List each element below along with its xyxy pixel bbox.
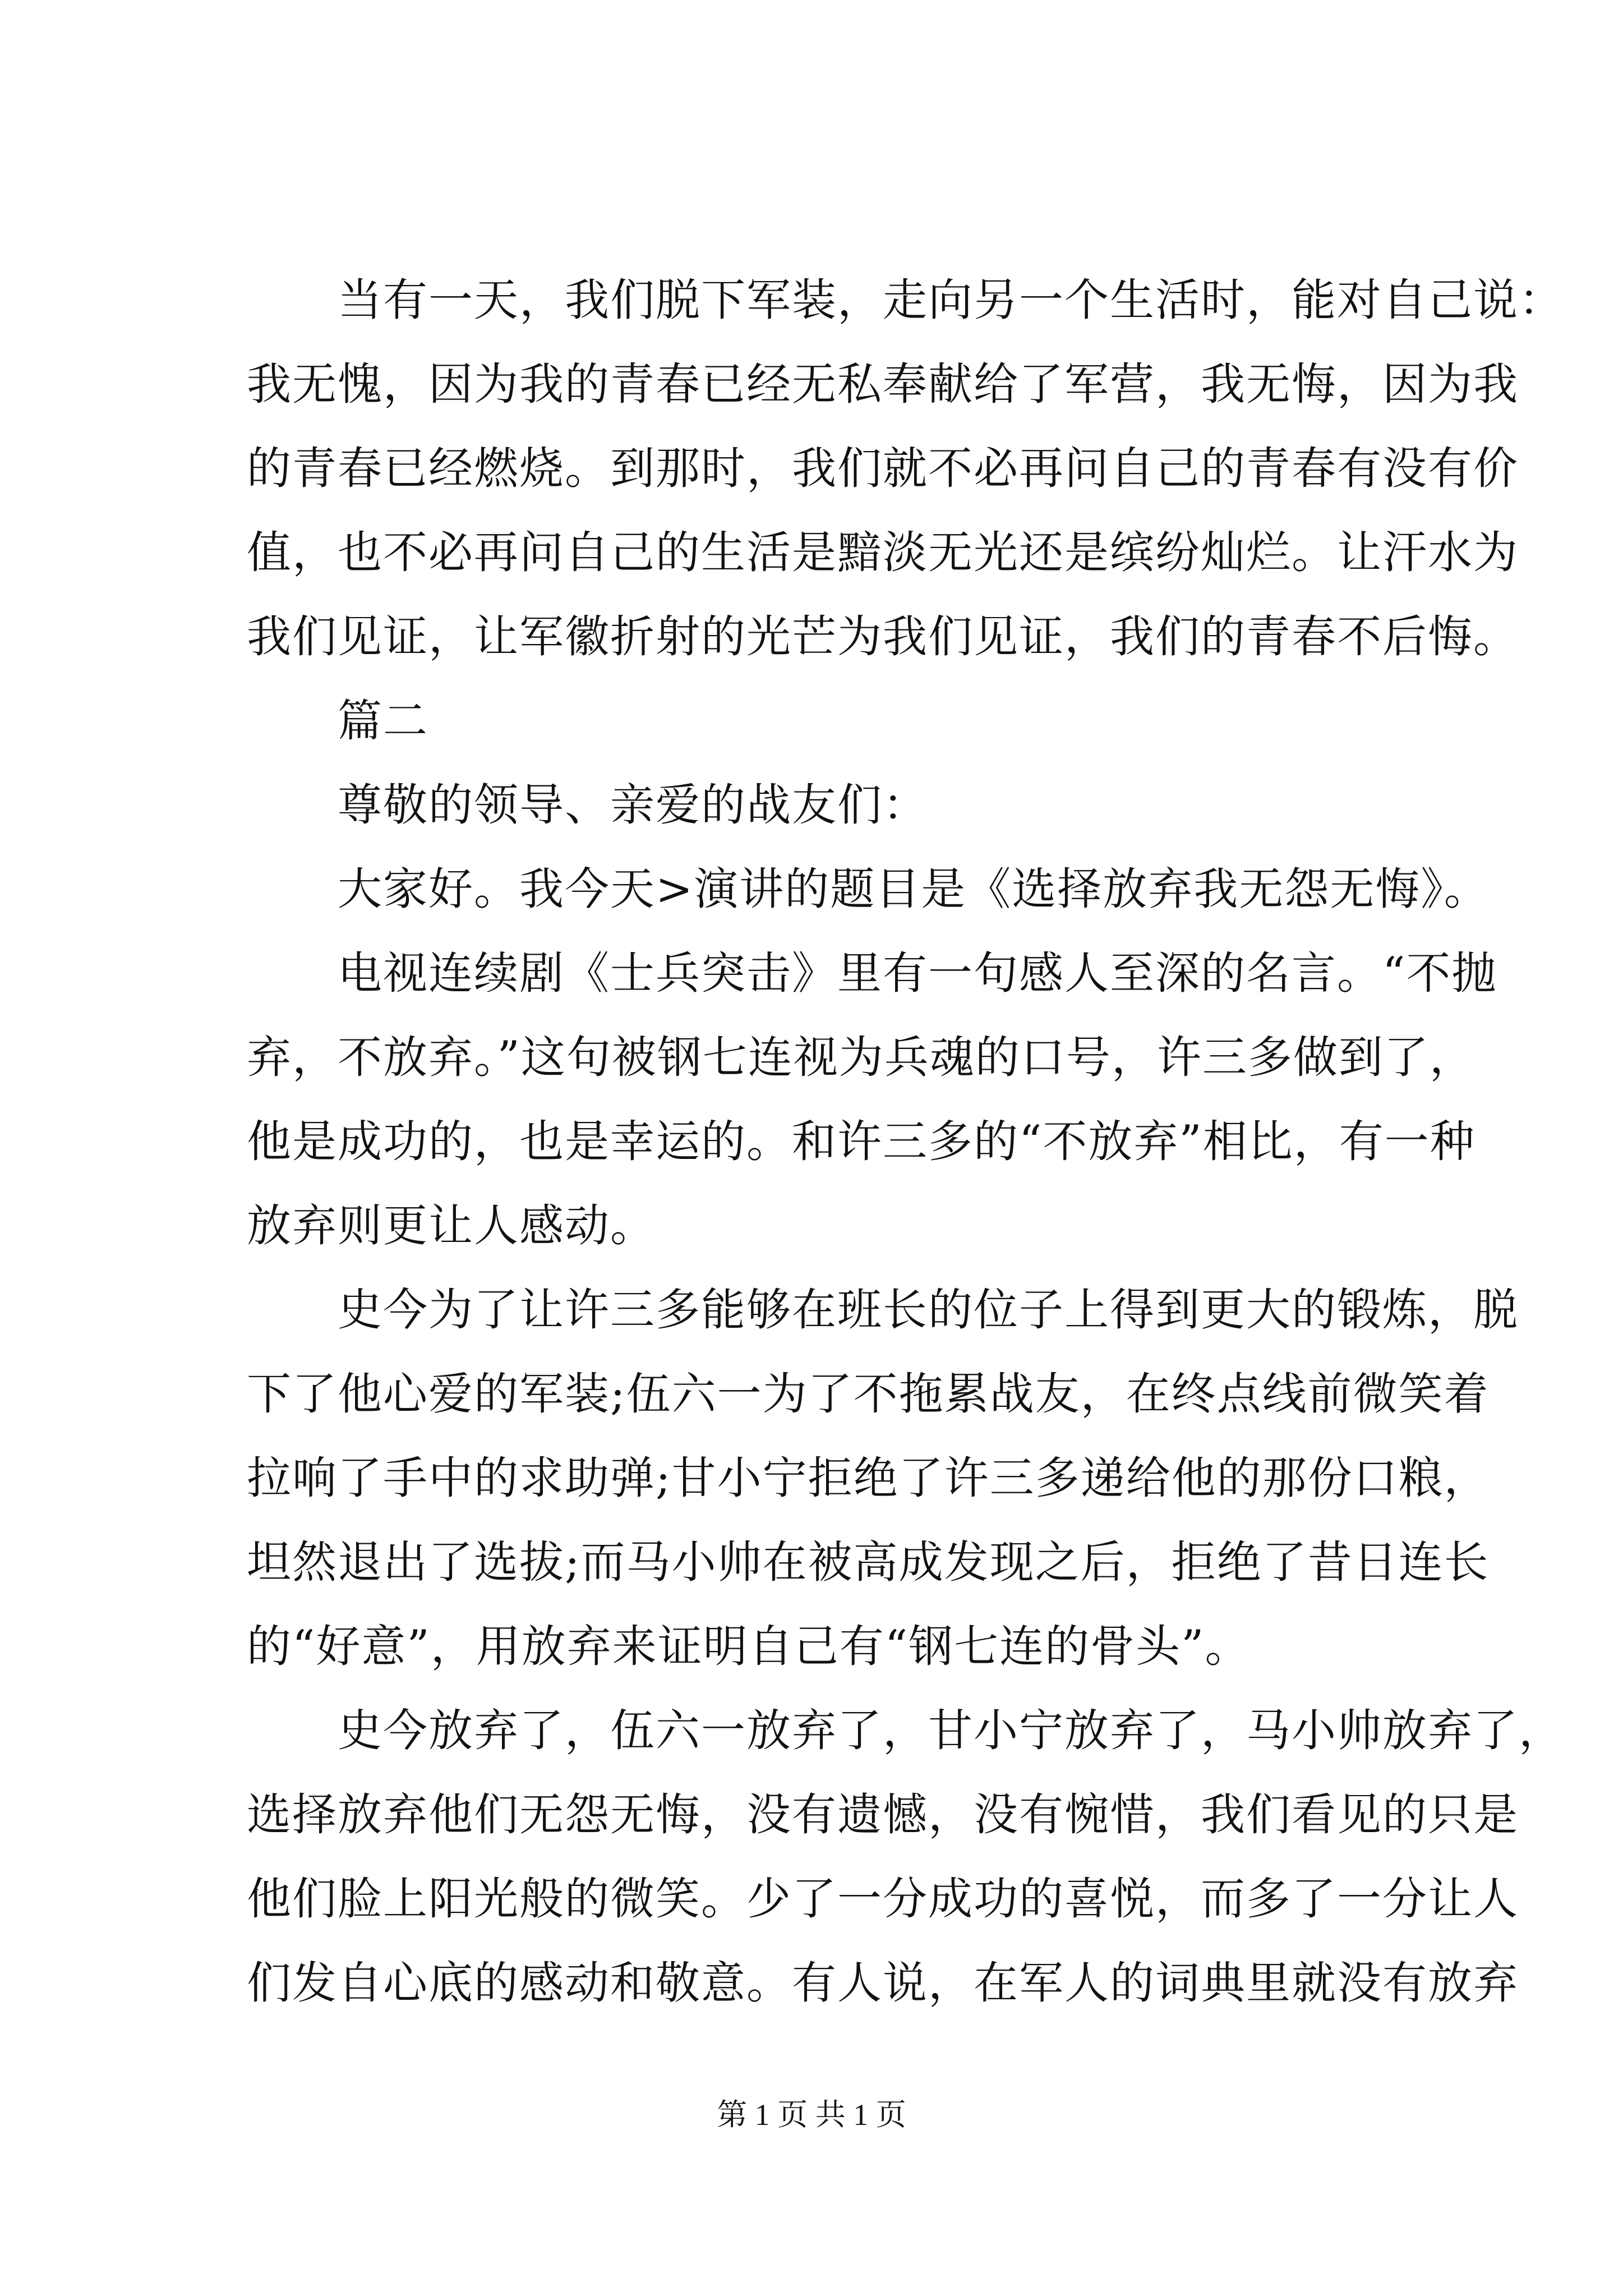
- text-line: 下了他心爱的军装;伍六一为了不拖累战友，在终点线前微笑着: [247, 1368, 1490, 1420]
- text-line: 我无愧，因为我的青春已经无私奉献给了军营，我无悔，因为我: [247, 358, 1519, 410]
- text-line: 他们脸上阳光般的微笑。少了一分成功的喜悦，而多了一分让人: [247, 1873, 1519, 1925]
- text-line: 大家好。我今天>演讲的题目是《选择放弃我无怨无悔》。: [338, 863, 1490, 915]
- text-line: 史今放弃了，伍六一放弃了，甘小宁放弃了，马小帅放弃了，: [338, 1705, 1564, 1756]
- text-line: 当有一天，我们脱下军装，走向另一个生活时，能对自己说：: [338, 274, 1564, 326]
- text-line: 坦然退出了选拔;而马小帅在被高成发现之后，拒绝了昔日连长: [247, 1536, 1490, 1588]
- text-line: 们发自心底的感动和敬意。有人说，在军人的词典里就没有放弃: [247, 1957, 1519, 2009]
- text-line: 的“好意”，用放弃来证明自己有“钢七连的骨头”。: [247, 1621, 1251, 1672]
- text-line: 史今为了让许三多能够在班长的位子上得到更大的锻炼，脱: [338, 1284, 1519, 1336]
- text-line: 放弃则更让人感动。: [247, 1200, 656, 1251]
- page-number-label: 第 1 页 共 1 页: [717, 2098, 906, 2132]
- text-line: 电视连续剧《士兵突击》里有一句感人至深的名言。“不抛: [338, 947, 1497, 999]
- text-line: 值，也不必再问自己的生活是黯淡无光还是缤纷灿烂。让汗水为: [247, 527, 1519, 578]
- document-body: [247, 258, 1564, 2025]
- text-line: 我们见证，让军徽折射的光芒为我们见证，我们的青春不后悔。: [247, 611, 1519, 662]
- page-footer: [0, 2095, 1623, 2134]
- salutation-line: 尊敬的领导、亲爱的战友们：: [338, 779, 928, 831]
- text-line: 选择放弃他们无怨无悔，没有遗憾，没有惋惜，我们看见的只是: [247, 1789, 1519, 1841]
- section-heading: 篇二: [338, 695, 428, 747]
- text-line: 的青春已经燃烧。到那时，我们就不必再问自己的青春有没有价: [247, 443, 1519, 494]
- text-line: 他是成功的，也是幸运的。和许三多的“不放弃”相比，有一种: [247, 1116, 1476, 1167]
- text-line: 拉响了手中的求助弹;甘小宁拒绝了许三多递给他的那份口粮，: [247, 1452, 1490, 1504]
- text-line: 弃，不放弃。”这句被钢七连视为兵魂的口号，许三多做到了，: [247, 1032, 1475, 1083]
